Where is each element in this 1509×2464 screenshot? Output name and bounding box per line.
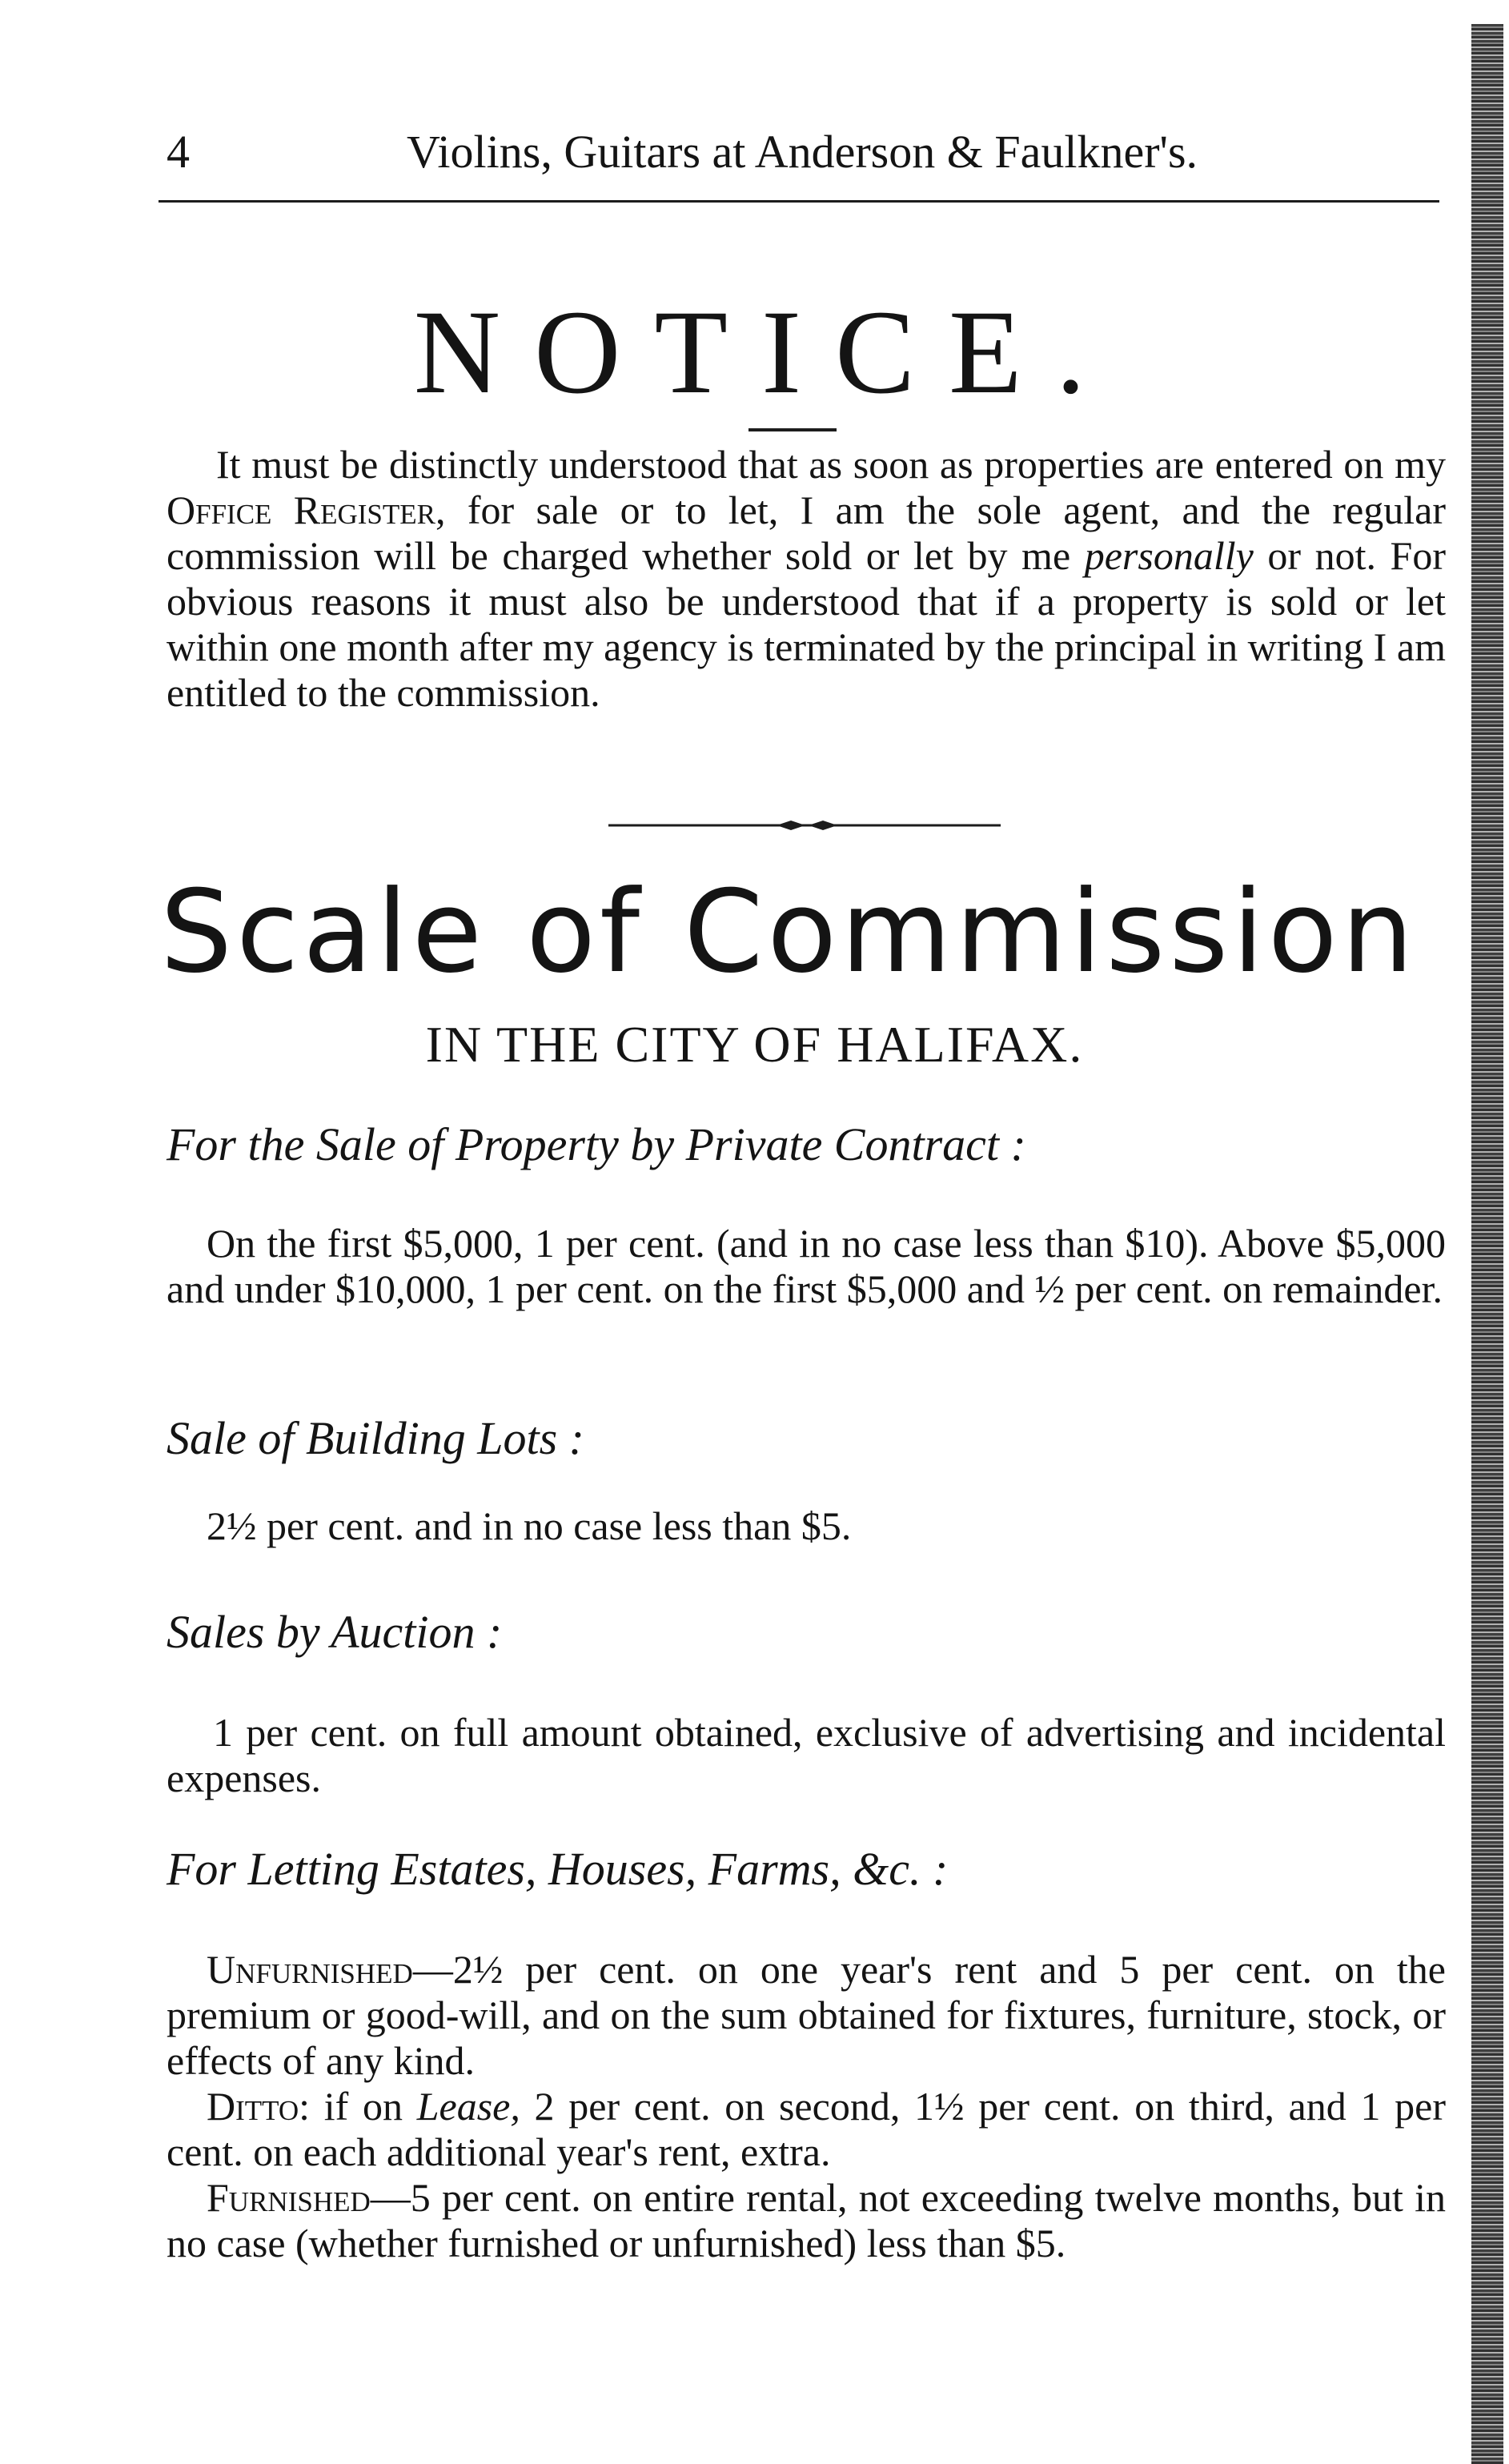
furnished-text: —5 per cent. on entire rental, not exceeding twelve months, but in no case (whether furnished or unfurnished) less than $5. xyxy=(167,2175,1446,2265)
scale-of-commission-title: Scale of Commission xyxy=(160,866,1418,998)
ditto-label: Ditto xyxy=(207,2084,299,2129)
ornament-divider xyxy=(608,820,1001,831)
unfurnished-paragraph xyxy=(167,1947,1446,2084)
furnished-paragraph xyxy=(167,2175,1446,2266)
office-register-term: Office Register xyxy=(167,488,435,532)
private-contract-heading: For the Sale of Property by Private Contract : xyxy=(167,1118,1026,1170)
header-rule xyxy=(159,200,1439,203)
notice-text-part-3: or not. For obvious reasons it must also be understood that if a property is sold or let within one month after my agency is terminated by the principal in writing I am entitled to the commission. xyxy=(167,533,1447,715)
ditto-text-part-1: : if on xyxy=(299,2084,417,2129)
notice-title: NOTICE. xyxy=(413,286,1120,419)
letting-heading: For Letting Estates, Houses, Farms, &c. : xyxy=(167,1843,949,1895)
notice-divider xyxy=(748,428,837,431)
notice-text-part-1: It must be distinctly understood that as soon as properties are entered on my xyxy=(216,442,1446,487)
personally-term: personally xyxy=(1084,533,1254,578)
building-lots-text: 2½ per cent. and in no case less than $5. xyxy=(207,1503,852,1548)
city-heading: IN THE CITY OF HALIFAX. xyxy=(425,1016,1084,1073)
unfurnished-text: —2½ per cent. on one year's rent and 5 per cent. on the premium or good-will, and on the sum obtained for fixtures, furniture, stock, or effects of any kind. xyxy=(167,1947,1446,2083)
notice-text-part-2: , for sale or to let, I am the sole agent, and the regular commission will be charged whether sold or let by me xyxy=(167,488,1446,578)
notice-paragraph xyxy=(167,442,1446,716)
unfurnished-label: Unfurnished xyxy=(207,1947,413,1992)
page-number: 4 xyxy=(167,126,190,178)
running-head: Violins, Guitars at Anderson & Faulkner's. xyxy=(407,126,1198,178)
ditto-paragraph xyxy=(167,2084,1446,2175)
page-header xyxy=(167,120,1447,184)
furnished-label: Furnished xyxy=(207,2175,371,2220)
building-lots-heading: Sale of Building Lots : xyxy=(167,1412,584,1464)
ditto-text-part-2: 2 per cent. on second, 1½ per cent. on third, and 1 per cent. on each additional year's rent, extra. xyxy=(167,2084,1446,2174)
private-contract-text: On the first $5,000, 1 per cent. (and in no case less than $10). Above $5,000 and under $10,000, 1 per cent. on the first $5,000 and ½ per cent. on remainder. xyxy=(167,1221,1446,1311)
auction-text: 1 per cent. on full amount obtained, exclusive of advertising and incidental expenses. xyxy=(167,1710,1446,1800)
lease-term: Lease, xyxy=(416,2084,520,2129)
auction-heading: Sales by Auction : xyxy=(167,1606,503,1658)
